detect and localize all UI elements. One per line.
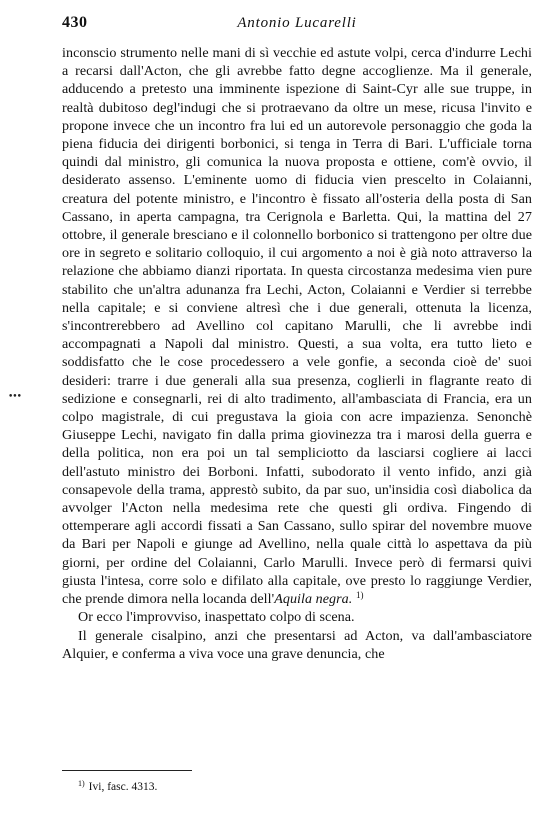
- paragraph-1-text: inconscio strumento nelle mani di sì vecchie ed astute volpi, cerca d'indurre Lechi a recarsi dall'Acton, che gli avrebbe fatto degne accoglienze. Ma il generale, adducendo a pretesto una imminente ispezione di Saint-Cyr alle sue truppe, in realtà dubitoso degl'indugi che si protraevano da oltre un mese, ricusa l'invito e propone invece che un incontro fra lui ed un autorevole personaggio che goda la piena fiducia dei dirigenti borbonici, si tenga in Terra di Bari. L'ufficiale torna quindi dal ministro, gli comunica la nuova proposta e ottiene, com'è ovvio, il desiderato assenso. L'eminente uomo di fiducia vien prescelto in Colaianni, creatura del potente ministro, e l'incontro è fissato all'osteria della posta di San Cassano, in aperta campagna, tra Cerignola e Barletta. Qui, la mattina del 27 ottobre, il generale bresciano e il colonnello borbonico si trattengono per oltre due ore in segreto e solitario colloquio, il cui argomento a noi è già noto attraverso la relazione che abbiamo dianzi riportata. In questa circostanza medesima vien pure stabilito che un'altra adunanza fra Lechi, Acton, Colaianni e Verdier si terrebbe nella capitale; e si conviene altresì che i due generali, ottenuta la licenza, s'incontrerebbero ad Avellino col capitano Marulli, che li avrebbe indi accompagnati a Napoli dal ministro. Questi, a sua volta, era tutto lieto e soddisfatto che le cose procedessero a vele gonfie, a seconda cioè de' suoi desideri: trarre i due generali alla sua presenza, coglierli in flagrante reato di sedizione e consegnarli, rei di alto tradimento, all'ambasciata di Francia, era un colpo magistrale, di cui pregustava la gioia con acre impazienza. Senonchè Giuseppe Lechi, navigato fin dalla prima giovinezza tra i marosi della guerra e della politica, non era poi un tal sempliciotto da lasciarsi cogliere ai lacci dell'astuto ministro dei Borboni. Infatti, subodorato il vento infido, anzi già consapevole della trama, apprestò subito, da par suo, un'insidia così diabolica da avvolger l'Acton nella medesima rete che questi gli ordiva. Fingendo di ottemperare agli accordi fissati a San Cassano, sullo spirar del novembre muove da Bari per Napoli e giunge ad Avellino, nella quale città lo aspettava da più giorni, per ordine del Colaianni, Carlo Marulli. Invece però di fermarsi quivi giusta l'intesa, corre solo e difilato alla capitale, ove presto lo raggiunge Verdier, che prende dimora nella locanda dell': [62, 45, 532, 608]
- paragraph-1-italic-tail: Aquila negra.: [274, 591, 353, 608]
- paragraph-1: [62, 44, 532, 608]
- paragraph-2-text: Or ecco l'improvviso, inaspettato colpo di scena.: [78, 609, 355, 626]
- paragraph-2: [62, 608, 532, 626]
- body-text: [62, 44, 532, 663]
- page-header: [62, 14, 532, 36]
- footnote-number: 1): [78, 779, 85, 788]
- page-number: 430: [62, 14, 88, 31]
- running-head: Antonio Lucarelli: [237, 15, 357, 31]
- footnote-1: [78, 780, 157, 794]
- footnote-text: Ivi, fasc. 4313.: [88, 781, 158, 793]
- paragraph-3-text: Il generale cisalpino, anzi che presentarsi ad Acton, va dall'ambasciatore Alquier, e conferma a viva voce una grave denuncia, che: [62, 627, 532, 662]
- footnote-divider: [62, 770, 192, 771]
- margin-mark: •••: [8, 392, 21, 402]
- paragraph-3: [62, 627, 532, 663]
- footnote-reference[interactable]: 1): [355, 590, 364, 601]
